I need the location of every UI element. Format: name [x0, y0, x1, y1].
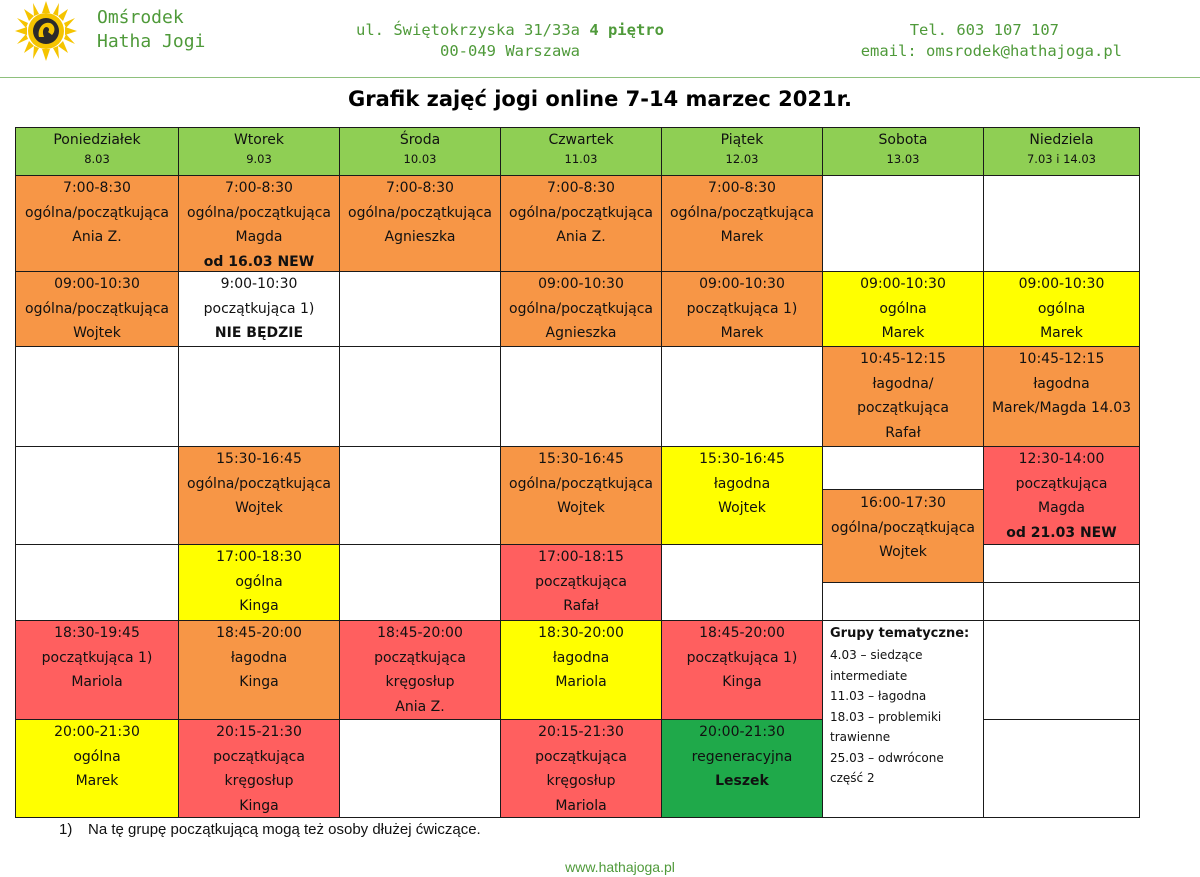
class-type: początkująca 1) [203, 300, 315, 317]
class-type-cont: kręgosłup [546, 773, 616, 789]
class-teacher: Wojtek [73, 325, 121, 341]
class-cell [822, 489, 984, 583]
class-type: łagodna [552, 649, 610, 666]
class-cell [983, 346, 1140, 447]
class-cell [178, 446, 340, 545]
class-teacher: Marek [75, 773, 119, 789]
empty-cell [983, 175, 1140, 272]
class-type: ogólna/początkująca [187, 475, 331, 492]
class-teacher: Mariola [555, 674, 607, 690]
themed-groups-heading: Grupy tematyczne: [830, 626, 970, 641]
class-type: ogólna/początkująca [509, 204, 653, 221]
day-header-wednesday [339, 127, 501, 176]
class-time: 18:30-20:00 [538, 625, 624, 641]
class-time: 17:00-18:30 [216, 549, 302, 565]
class-time: 09:00-10:30 [538, 276, 624, 292]
class-cell [822, 346, 984, 447]
class-type: początkująca 1) [41, 649, 153, 666]
class-type: łagodna [230, 649, 288, 666]
class-type: regeneracyjna [691, 748, 793, 765]
class-cell [339, 175, 501, 272]
class-time: 20:00-21:30 [699, 724, 785, 740]
day-date: 10.03 [403, 152, 437, 166]
empty-cell [339, 544, 501, 621]
class-time: 18:45-20:00 [216, 625, 302, 641]
class-type: początkująca 1) [686, 649, 798, 666]
class-type: początkująca [535, 573, 627, 590]
class-teacher: Rafał [563, 598, 599, 614]
day-date: 8.03 [84, 152, 110, 166]
class-cell [339, 620, 501, 720]
class-time: 09:00-10:30 [54, 276, 140, 292]
class-cell [500, 620, 662, 720]
empty-cell [661, 544, 823, 621]
footnote-number: 1) [59, 821, 73, 838]
class-type-cont: kręgosłup [385, 674, 455, 690]
class-time: 7:00-8:30 [63, 180, 131, 196]
class-cell [661, 271, 823, 347]
class-cell [178, 544, 340, 621]
address-street: ul. Świętokrzyska 31/33a [356, 21, 590, 39]
class-time: 9:00-10:30 [220, 276, 298, 292]
class-teacher: Ania Z. [72, 229, 122, 245]
day-header-thursday [500, 127, 662, 176]
empty-cell [15, 544, 179, 621]
empty-cell [339, 271, 501, 347]
day-name: Czwartek [548, 132, 614, 148]
empty-cell [15, 346, 179, 447]
class-time: 16:00-17:30 [860, 495, 946, 511]
day-header-friday [661, 127, 823, 176]
class-type: ogólna/początkująca [25, 300, 169, 317]
class-type: ogólna/początkująca [509, 475, 653, 492]
center-name-line1: Omśrodek [97, 7, 184, 28]
themed-groups-line: 25.03 – odwrócone [830, 750, 944, 765]
class-time: 7:00-8:30 [708, 180, 776, 196]
class-type: ogólna/początkująca [348, 204, 492, 221]
class-teacher: Rafał [885, 424, 921, 441]
class-type: ogólna/początkująca [509, 300, 653, 317]
class-teacher: Wojtek [235, 500, 283, 516]
class-time: 15:30-16:45 [538, 451, 624, 467]
class-type: początkująca [213, 748, 305, 765]
class-cell [500, 719, 662, 818]
footnote-text: Na tę grupę początkującą mogą też osoby dłużej ćwiczące. [88, 821, 481, 838]
class-cell [500, 271, 662, 347]
center-name [97, 6, 205, 54]
class-teacher: Kinga [239, 674, 279, 690]
class-teacher: Kinga [722, 674, 762, 690]
class-teacher: Agnieszka [384, 229, 456, 245]
day-date: 12.03 [725, 152, 759, 166]
class-note: od 16.03 NEW [203, 253, 315, 270]
address [340, 20, 680, 62]
class-type: początkująca [374, 649, 466, 666]
class-cell [661, 446, 823, 545]
center-name-line2: Hatha Jogi [97, 31, 206, 52]
footnote [59, 820, 481, 840]
day-name: Piątek [720, 132, 764, 148]
class-time: 7:00-8:30 [547, 180, 615, 196]
class-type: ogólna/początkująca [831, 519, 975, 536]
class-teacher: Leszek [715, 773, 769, 789]
day-date: 13.03 [886, 152, 920, 166]
day-name: Sobota [878, 132, 928, 148]
class-cell [983, 271, 1140, 347]
empty-cell [15, 446, 179, 545]
class-cell [178, 719, 340, 818]
website-link[interactable]: www.hathajoga.pl [565, 859, 675, 875]
day-header-saturday [822, 127, 984, 176]
themed-groups-line: część 2 [830, 771, 875, 785]
email-link[interactable]: email: omsrodek@hathajoga.pl [860, 42, 1122, 60]
class-cell [500, 544, 662, 621]
class-time: 17:00-18:15 [538, 549, 624, 565]
empty-cell [983, 582, 1140, 621]
class-time: 20:15-21:30 [216, 724, 302, 740]
class-cell [661, 620, 823, 720]
class-time: 12:30-14:00 [1018, 451, 1105, 467]
class-time: 15:30-16:45 [216, 451, 302, 467]
header-divider [0, 77, 1200, 78]
class-type: ogólna [235, 573, 283, 590]
class-time: 20:15-21:30 [538, 724, 624, 740]
class-note: od 21.03 NEW [1006, 524, 1117, 541]
class-type: początkująca [1015, 475, 1108, 492]
themed-groups-line: 11.03 – łagodna [830, 689, 927, 703]
class-cell [178, 620, 340, 720]
empty-cell [822, 175, 984, 272]
class-type: początkująca 1) [686, 300, 798, 317]
day-date: 11.03 [564, 152, 598, 166]
class-time: 18:30-19:45 [54, 625, 140, 641]
class-teacher: Wojtek [879, 544, 927, 560]
class-cell [661, 719, 823, 818]
class-teacher: Wojtek [557, 500, 605, 516]
class-teacher: Mariola [71, 674, 123, 690]
class-time: 09:00-10:30 [699, 276, 785, 292]
day-header-monday [15, 127, 179, 176]
class-teacher: Magda [1037, 500, 1085, 516]
page-title: Grafik zajęć jogi online 7-14 marzec 2021r. [348, 87, 852, 111]
empty-cell [983, 620, 1140, 720]
empty-cell [500, 346, 662, 447]
class-cell [15, 719, 179, 818]
class-time: 10:45-12:15 [1018, 351, 1105, 367]
class-teacher: Ania Z. [556, 229, 606, 245]
empty-cell [339, 719, 501, 818]
phone: Tel. 603 107 107 [909, 21, 1059, 39]
address-floor: 4 piętro [589, 21, 664, 39]
class-time: 09:00-10:30 [860, 276, 946, 292]
class-type: ogólna [73, 748, 121, 765]
themed-groups-box [822, 620, 984, 818]
themed-groups-line: 4.03 – siedzące [830, 648, 923, 662]
class-cell [178, 175, 340, 272]
day-header-sunday [983, 127, 1140, 176]
class-time: 10:45-12:15 [860, 351, 946, 367]
class-time: 18:45-20:00 [699, 625, 785, 641]
class-cell [178, 271, 340, 347]
class-teacher: Wojtek [718, 500, 766, 516]
empty-cell [178, 346, 340, 447]
class-cell [15, 271, 179, 347]
class-teacher: Marek [881, 325, 925, 341]
class-type: ogólna/początkująca [187, 204, 331, 221]
class-teacher: Mariola [555, 797, 607, 814]
class-teacher: Marek/Magda 14.03 [991, 400, 1132, 416]
empty-cell [661, 346, 823, 447]
class-teacher: Kinga [239, 797, 279, 814]
day-date: 7.03 i 14.03 [1026, 152, 1097, 166]
themed-groups-line: 18.03 – problemiki [830, 709, 942, 724]
day-name: Środa [399, 132, 441, 148]
class-type: ogólna [879, 300, 927, 317]
class-cell [983, 446, 1140, 545]
class-type: łagodna/ [872, 375, 934, 392]
class-teacher: Ania Z. [395, 698, 445, 715]
class-cell [822, 271, 984, 347]
class-time: 20:00-21:30 [54, 724, 140, 740]
address-postcode: 00-049 Warszawa [440, 42, 580, 60]
day-name: Poniedziałek [53, 132, 141, 148]
class-teacher: Kinga [239, 598, 279, 614]
sun-logo-icon [15, 1, 77, 61]
empty-cell [339, 446, 501, 545]
class-type-cont: kręgosłup [224, 773, 294, 789]
themed-groups-line: intermediate [830, 668, 908, 683]
class-type: początkująca [535, 748, 627, 765]
class-time: 18:45-20:00 [377, 625, 463, 641]
empty-cell [822, 446, 984, 490]
class-teacher: Agnieszka [545, 325, 617, 341]
class-time: 09:00-10:30 [1018, 276, 1105, 292]
class-type: łagodna [1033, 375, 1090, 392]
class-type: łagodna [713, 475, 771, 492]
contact [861, 20, 1122, 62]
class-teacher: Marek [720, 325, 764, 341]
empty-cell [983, 544, 1140, 583]
class-time: 7:00-8:30 [225, 180, 293, 196]
empty-cell [822, 582, 984, 621]
day-header-tuesday [178, 127, 340, 176]
empty-cell [339, 346, 501, 447]
class-teacher: Marek [720, 229, 764, 245]
class-cell [500, 175, 662, 272]
class-cell [661, 175, 823, 272]
themed-groups-line: trawienne [830, 730, 891, 744]
class-type: ogólna/początkująca [670, 204, 814, 221]
empty-cell [983, 719, 1140, 818]
class-type: ogólna [1037, 300, 1086, 317]
day-name: Niedziela [1029, 132, 1094, 148]
class-type: ogólna/początkująca [25, 204, 169, 221]
class-time: 7:00-8:30 [386, 180, 454, 196]
class-cell [15, 620, 179, 720]
class-type-cont: początkująca [857, 400, 949, 416]
class-note: NIE BĘDZIE [214, 325, 304, 341]
day-date: 9.03 [246, 152, 272, 166]
class-cell [500, 446, 662, 545]
day-name: Wtorek [233, 132, 285, 148]
class-time: 15:30-16:45 [699, 451, 785, 467]
class-cell [15, 175, 179, 272]
class-teacher: Magda [235, 229, 283, 245]
class-teacher: Marek [1040, 325, 1083, 341]
